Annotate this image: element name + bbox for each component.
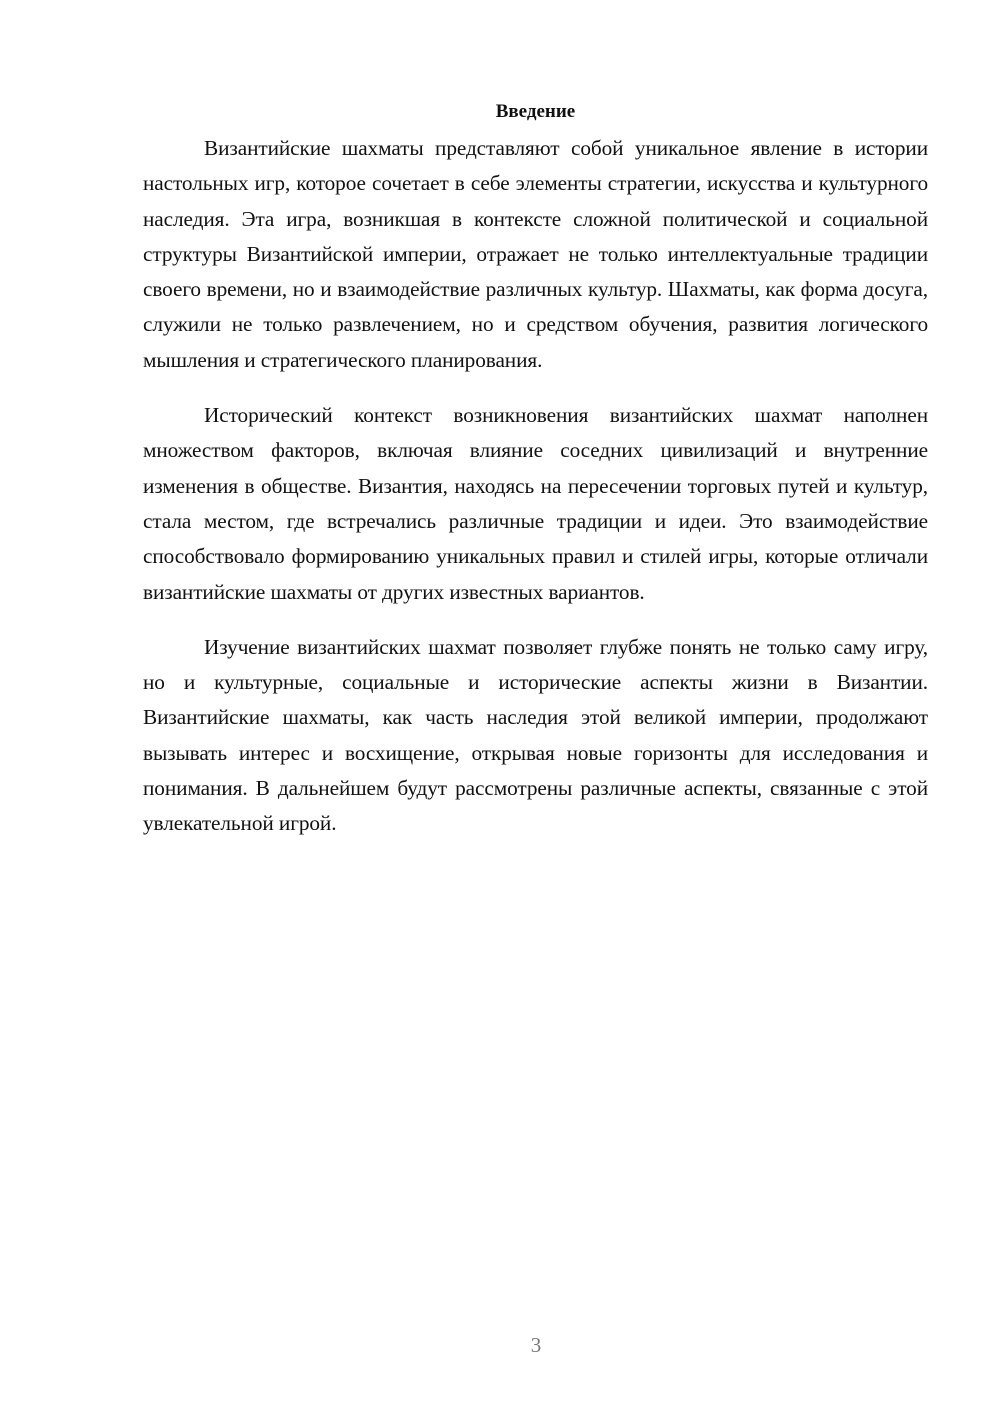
paragraph-1: Византийские шахматы представляют собой уникальное явление в истории настольных игр, которое сочетает в себе элементы стратегии, искусства и культурного наследия. Эта игра, возникшая в контексте сложной политической и социальной структуры Византийской империи, отражает не только интеллектуальные традиции своего времени, но и взаимодействие различных культур. Шахматы, как форма досуга, служили не только развлечением, но и средством обучения, развития логического мышления и стратегического планирования. — [143, 136, 928, 372]
page-number: 3 — [530, 1333, 542, 1357]
paragraph-2: Исторический контекст возникновения византийских шахмат наполнен множеством факторов, включая влияние соседних цивилизаций и внутренние изменения в обществе. Византия, находясь на пересечении торговых путей и культур, стала местом, где встречались различные традиции и идеи. Это взаимодействие способствовало формированию уникальных правил и стилей игры, которые отличали византийские шахматы от других известных вариантов. — [143, 403, 928, 604]
page-content — [143, 94, 928, 862]
section-title: Введение — [495, 101, 576, 122]
paragraph-3: Изучение византийских шахмат позволяет глубже понять не только саму игру, но и культурные, социальные и исторические аспекты жизни в Византии. Византийские шахматы, как часть наследия этой великой империи, продолжают вызывать интерес и восхищение, открывая новые горизонты для исследования и понимания. В дальнейшем будут рассмотрены различные аспекты, связанные с этой увлекательной игрой. — [143, 634, 928, 836]
